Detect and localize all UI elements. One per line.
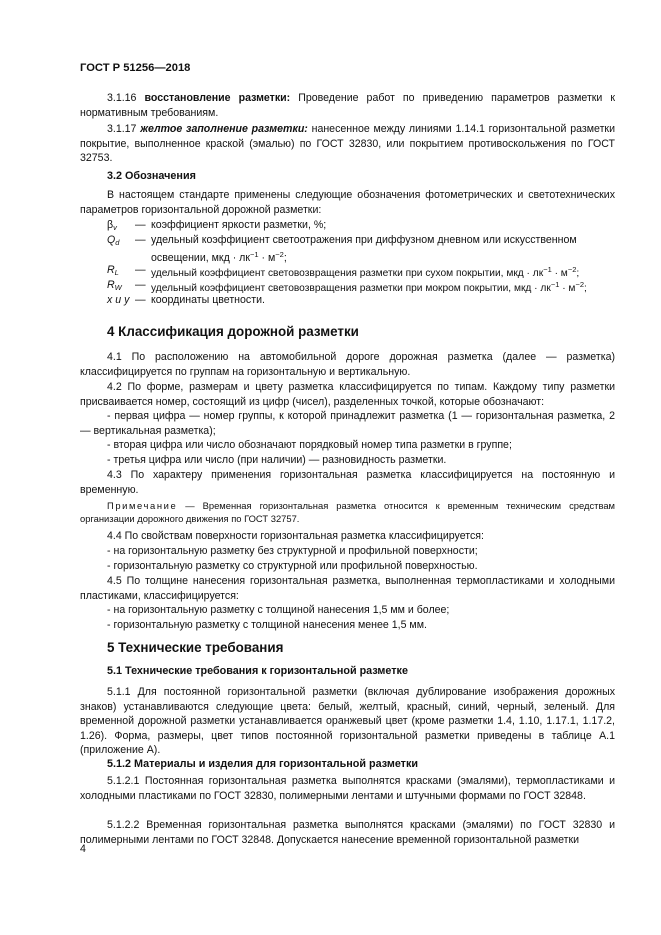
note	[80, 499, 615, 525]
list-item: - третья цифра или число (при наличии) — разновидность разметки.	[107, 454, 447, 466]
section-5-heading: 5 Технические требования	[107, 640, 284, 655]
note-text: — Временная горизонтальная разметка относится к временным техническим средствам организации дорожного движения по ГОСТ 32757.	[80, 500, 615, 524]
symbol-definition: освещении, мкд · $лк^{-1} \cdot м^{-2}$;	[151, 250, 287, 264]
clause-3-1-17	[80, 122, 615, 166]
clause-4-1: 4.1 По расположению на автомобильной дороге дорожная разметка (далее — разметка) классифицируется по группам на горизонтальную и вертикальную.	[80, 351, 615, 378]
section-3-2-intro: В настоящем стандарте применены следующие обозначения фотометрических и светотехнических параметров горизонтальной дорожной разметки:	[80, 189, 615, 216]
clause-5-1-2-1: 5.1.2.1 Постоянная горизонтальная разметка выполнятся красками (эмалями), термопластиками и холодными пластиками по ГОСТ 32830, полимерными лентами и штучными формами по ГОСТ 32848.	[80, 775, 615, 802]
clause-number: 3.1.17	[107, 123, 141, 135]
symbol-definition: удельный коэффициент световозвращения разметки при мокром покрытии, мкд · $лк^{-1} \cdot м^{-2}$;	[151, 280, 587, 294]
standard-header: ГОСТ Р 51256—2018	[80, 62, 191, 74]
symbol-definition: коэффициент яркости разметки, %;	[151, 219, 327, 231]
section-5-1-2-heading: 5.1.2 Материалы и изделия для горизонтальной разметки	[107, 758, 419, 770]
clause-5-1-2-2: 5.1.2.2 Временная горизонтальная разметка выполнятся красками (эмалями) по ГОСТ 32830 и полимерными лентами по ГОСТ 32848. Допускается нанесение временной горизонтальной разметки	[80, 819, 615, 846]
section-5-1-heading: 5.1 Технические требования к горизонтальной разметке	[107, 665, 408, 677]
page-number: 4	[80, 843, 86, 855]
symbol: $R_W$	[107, 279, 122, 292]
symbol: $\beta_v$	[107, 219, 117, 232]
symbol-definition: координаты цветности.	[151, 294, 265, 306]
clause-number: 3.1.16	[107, 92, 145, 104]
term: восстановление разметки:	[144, 92, 291, 104]
dash: —	[135, 279, 146, 291]
symbol: x и y	[107, 294, 130, 306]
symbol-definition: удельный коэффициент световозвращения разметки при сухом покрытии, мкд · $лк^{-1} \cdot м^{-2}$;	[151, 265, 580, 279]
clause-3-1-16	[80, 91, 615, 120]
clause-4-5: 4.5 По толщине нанесения горизонтальная разметка, выполненная термопластиками и холодными пластиками, классифицируется:	[80, 575, 615, 602]
definition: Проведение работ по приведению параметров разметки к нормативным требованиям.	[80, 92, 616, 119]
list-item: - вторая цифра или число обозначают порядковый номер типа разметки в группе;	[107, 439, 512, 451]
dash: —	[135, 234, 146, 246]
dash: —	[135, 264, 146, 276]
symbol-definition: удельный коэффициент светоотражения при диффузном дневном или искусственном	[151, 234, 577, 246]
list-item: - на горизонтальную разметку с толщиной нанесения 1,5 мм и более;	[107, 604, 450, 616]
dash: —	[135, 219, 146, 231]
list-item: - первая цифра — номер группы, к которой принадлежит разметка (1 — горизонтальная разметка, 2 — вертикальная разметка);	[80, 410, 615, 437]
note-label: Примечание	[107, 500, 178, 511]
clause-5-1-1: 5.1.1 Для постоянной горизонтальной разметки (включая дублирование изображения дорожных знаков) устанавливаются следующие цвета: белый, желтый, красный, синий, черный, зеленый. Для временной дорожной разметки устанавливается оранжевый цвет (кроме разметки 1.4, 1.10, 1.17.1, 1.17.2, 1.26). Форма, размеры, цвет типов постоянной горизонтальной разметки приведены в таблице А.1 (приложение А).	[80, 686, 615, 757]
list-item: - на горизонтальную разметку без структурной и профильной поверхности;	[107, 545, 478, 557]
section-4-heading: 4 Классификация дорожной разметки	[107, 324, 359, 339]
symbol: $Q_d$	[107, 234, 120, 247]
list-item: - горизонтальную разметку с толщиной нанесения менее 1,5 мм.	[107, 619, 427, 631]
list-item: - горизонтальную разметку со структурной или профильной поверхностью.	[107, 560, 478, 572]
clause-4-4: 4.4 По свойствам поверхности горизонтальная разметка классифицируется:	[107, 530, 484, 542]
section-3-2-heading: 3.2 Обозначения	[107, 170, 196, 182]
term: желтое заполнение разметки:	[140, 123, 308, 135]
clause-4-3: 4.3 По характеру применения горизонтальная разметка классифицируется на постоянную и временную.	[80, 469, 615, 496]
clause-4-2: 4.2 По форме, размерам и цвету разметка классифицируется по типам. Каждому типу разметки присваивается номер, состоящий из цифр (чисел), разделенных точкой, которые обозначают:	[80, 381, 615, 408]
definition: нанесенное между линиями 1.14.1 горизонтальной разметки покрытие, выполненное краской (эмалью) по ГОСТ 32830, или покрытием противоскольжения по ГОСТ 32753.	[80, 123, 615, 165]
symbol: $R_L$	[107, 264, 119, 277]
dash: —	[135, 294, 146, 306]
